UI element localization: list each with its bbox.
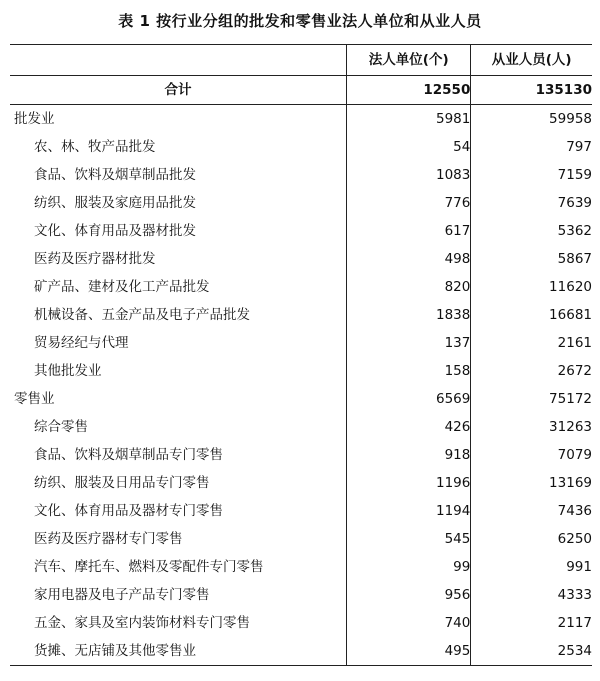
row-name: 五金、家具及室内装饰材料专门零售 bbox=[34, 615, 250, 631]
header-employees: 从业人员(人) bbox=[471, 45, 592, 76]
row-employees: 5362 bbox=[471, 217, 592, 245]
row-units: 54 bbox=[347, 133, 471, 161]
row-employees: 59958 bbox=[471, 105, 592, 134]
row-units: 740 bbox=[347, 609, 471, 637]
row-employees: 7079 bbox=[471, 441, 592, 469]
row-units: 495 bbox=[347, 637, 471, 666]
table-row bbox=[10, 525, 592, 553]
table-body bbox=[10, 76, 592, 666]
table-row-total bbox=[10, 76, 592, 105]
row-name: 纺织、服装及日用品专门零售 bbox=[34, 475, 210, 491]
row-name: 医药及医疗器材专门零售 bbox=[34, 531, 183, 547]
table-row bbox=[10, 357, 592, 385]
row-units: 956 bbox=[347, 581, 471, 609]
row-name: 农、林、牧产品批发 bbox=[34, 139, 156, 155]
row-employees: 4333 bbox=[471, 581, 592, 609]
row-name: 医药及医疗器材批发 bbox=[34, 251, 156, 267]
row-name: 矿产品、建材及化工产品批发 bbox=[34, 279, 210, 295]
table-row bbox=[10, 637, 592, 666]
row-units: 918 bbox=[347, 441, 471, 469]
row-units: 1838 bbox=[347, 301, 471, 329]
row-units: 1083 bbox=[347, 161, 471, 189]
row-units: 6569 bbox=[347, 385, 471, 413]
row-employees: 2672 bbox=[471, 357, 592, 385]
row-employees: 135130 bbox=[471, 76, 592, 105]
row-units: 1196 bbox=[347, 469, 471, 497]
row-employees: 11620 bbox=[471, 273, 592, 301]
table-title: 表 1 按行业分组的批发和零售业法人单位和从业人员 bbox=[118, 12, 482, 30]
row-name: 文化、体育用品及器材批发 bbox=[34, 223, 196, 239]
row-name: 文化、体育用品及器材专门零售 bbox=[34, 503, 223, 519]
header-row bbox=[10, 45, 592, 76]
row-units: 99 bbox=[347, 553, 471, 581]
row-units: 545 bbox=[347, 525, 471, 553]
row-name: 货摊、无店铺及其他零售业 bbox=[10, 637, 347, 666]
row-units: 617 bbox=[347, 217, 471, 245]
table-row bbox=[10, 469, 592, 497]
table-row bbox=[10, 189, 592, 217]
row-employees: 7639 bbox=[471, 189, 592, 217]
row-employees: 16681 bbox=[471, 301, 592, 329]
row-units: 820 bbox=[347, 273, 471, 301]
row-units: 776 bbox=[347, 189, 471, 217]
table-row bbox=[10, 273, 592, 301]
row-employees: 797 bbox=[471, 133, 592, 161]
table-row bbox=[10, 609, 592, 637]
table-row bbox=[10, 581, 592, 609]
row-employees: 991 bbox=[471, 553, 592, 581]
row-units: 498 bbox=[347, 245, 471, 273]
row-name: 家用电器及电子产品专门零售 bbox=[34, 587, 210, 603]
row-name: 批发业 bbox=[14, 111, 55, 127]
row-units: 426 bbox=[347, 413, 471, 441]
row-name: 汽车、摩托车、燃料及零配件专门零售 bbox=[34, 559, 264, 575]
header-industry bbox=[10, 45, 347, 76]
row-employees: 6250 bbox=[471, 525, 592, 553]
table-row bbox=[10, 441, 592, 469]
row-name: 食品、饮料及烟草制品专门零售 bbox=[34, 447, 223, 463]
row-name: 零售业 bbox=[14, 391, 55, 407]
table-row bbox=[10, 133, 592, 161]
row-employees: 2534 bbox=[471, 637, 592, 666]
row-units: 158 bbox=[347, 357, 471, 385]
table-header bbox=[10, 45, 592, 76]
table-row bbox=[10, 553, 592, 581]
table-row bbox=[10, 329, 592, 357]
row-name: 机械设备、五金产品及电子产品批发 bbox=[34, 307, 250, 323]
row-units: 1194 bbox=[347, 497, 471, 525]
table-row bbox=[10, 413, 592, 441]
table-row-section bbox=[10, 385, 592, 413]
row-name: 合计 bbox=[10, 76, 347, 105]
table-row bbox=[10, 217, 592, 245]
row-employees: 75172 bbox=[471, 385, 592, 413]
row-employees: 7436 bbox=[471, 497, 592, 525]
header-legal-units: 法人单位(个) bbox=[347, 45, 471, 76]
row-employees: 2161 bbox=[471, 329, 592, 357]
row-employees: 5867 bbox=[471, 245, 592, 273]
row-units: 12550 bbox=[347, 76, 471, 105]
row-units: 5981 bbox=[347, 105, 471, 134]
table-row-section bbox=[10, 105, 592, 134]
row-employees: 13169 bbox=[471, 469, 592, 497]
row-units: 137 bbox=[347, 329, 471, 357]
row-employees: 31263 bbox=[471, 413, 592, 441]
row-employees: 2117 bbox=[471, 609, 592, 637]
table-row bbox=[10, 497, 592, 525]
table-row bbox=[10, 301, 592, 329]
row-name: 贸易经纪与代理 bbox=[34, 335, 129, 351]
row-employees: 7159 bbox=[471, 161, 592, 189]
table-row bbox=[10, 161, 592, 189]
table-row bbox=[10, 245, 592, 273]
row-name: 其他批发业 bbox=[34, 363, 102, 379]
statistics-table bbox=[10, 44, 592, 666]
row-name: 纺织、服装及家庭用品批发 bbox=[34, 195, 196, 211]
row-name: 食品、饮料及烟草制品批发 bbox=[34, 167, 196, 183]
row-name: 综合零售 bbox=[34, 419, 88, 435]
